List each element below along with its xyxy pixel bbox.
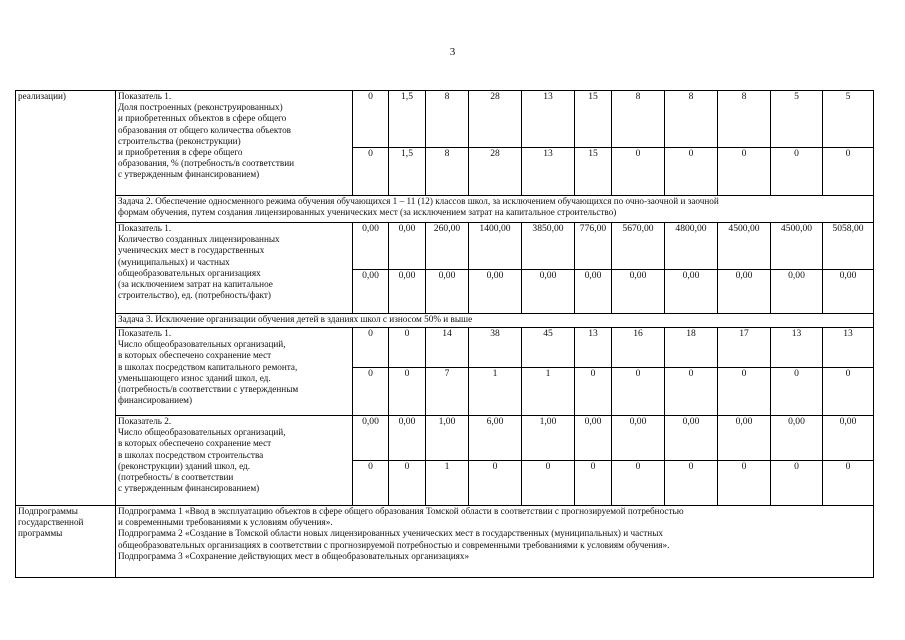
indicator2-line: Количество созданных лицензированных (118, 234, 280, 245)
value-cell: 0,00 (612, 416, 665, 461)
value-cell: 0 (469, 461, 522, 506)
value-cell: 0,00 (575, 270, 612, 314)
indicator1-line: и приобретенных объектов в сфере общего (118, 113, 287, 124)
task2-heading (116, 196, 874, 223)
task2-line: Задача 2. Обеспечение односменного режима обучения обучающихся 1 – 11 (12) классов школ, за исключением обучающихся по очно-заочной и заочной (118, 196, 719, 206)
value-cell: 13 (522, 148, 575, 196)
value-cell: 0 (389, 368, 426, 416)
value-cell: 8 (426, 91, 469, 148)
value-cell: 5 (771, 91, 823, 148)
value-cell: 0,00 (353, 270, 389, 314)
indicator2-line: (муниципальных) и частных (118, 256, 230, 267)
value-cell: 0,00 (469, 270, 522, 314)
program-indicators-table (15, 90, 874, 578)
value-cell: 0,00 (353, 223, 389, 270)
value-cell: 0 (665, 368, 718, 416)
subprograms-label (16, 506, 116, 578)
value-cell: 0,00 (612, 270, 665, 314)
value-cell: 0 (353, 461, 389, 506)
value-cell: 0,00 (353, 416, 389, 461)
indicator3-line: в которых обеспечено сохранение мест (118, 350, 272, 361)
value-cell: 0 (771, 461, 823, 506)
indicator1-line: образования от общего количества объектов (118, 124, 292, 135)
value-cell: 0 (389, 328, 426, 368)
indicator4-line: в которых обеспечено сохранение мест (118, 438, 272, 449)
value-cell: 0 (718, 148, 771, 196)
indicator2-line: общеобразовательных организациях (118, 267, 261, 278)
value-cell: 4500,00 (771, 223, 823, 270)
value-cell: 28 (469, 91, 522, 148)
value-cell: 16 (612, 328, 665, 368)
value-cell: 0 (665, 461, 718, 506)
value-cell: 0 (353, 148, 389, 196)
value-cell: 0 (389, 461, 426, 506)
value-cell: 0,00 (522, 270, 575, 314)
indicator4-line: Показатель 2. (118, 416, 172, 426)
value-cell: 0,00 (718, 270, 771, 314)
page-number: 3 (449, 46, 456, 58)
indicator3-line: (потребность/в соответствии с утвержденным (118, 384, 299, 395)
indicator1-description (116, 91, 353, 196)
value-cell: 0 (771, 148, 823, 196)
subprogram-line: Подпрограмма 1 «Ввод в эксплуатацию объектов в сфере общего образования Томской области в соответствии с прогнозируемой потребностью (118, 506, 684, 516)
task3-row (16, 314, 874, 328)
value-cell: 28 (469, 148, 522, 196)
value-cell: 4500,00 (718, 223, 771, 270)
value-cell: 0 (823, 368, 874, 416)
indicator3-line: финансированием) (118, 395, 193, 406)
value-cell: 0,00 (389, 223, 426, 270)
value-cell: 0 (823, 148, 874, 196)
value-cell: 1,00 (426, 416, 469, 461)
subprograms-label-line: программы (18, 528, 63, 539)
value-cell: 0,00 (575, 416, 612, 461)
value-cell: 1,00 (522, 416, 575, 461)
value-cell: 13 (575, 328, 612, 368)
value-cell: 1,5 (389, 91, 426, 148)
value-cell: 0,00 (823, 270, 874, 314)
indicator4-line: (потребность/ в соответствии (118, 472, 234, 483)
value-cell: 14 (426, 328, 469, 368)
value-cell: 0 (612, 368, 665, 416)
value-cell: 15 (575, 91, 612, 148)
indicator2-row-need (16, 223, 874, 270)
indicator4-line: в школах посредством строительства (118, 449, 264, 460)
indicator3-line: Показатель 1. (118, 328, 172, 338)
value-cell: 13 (522, 91, 575, 148)
subprogram-line: и современными требованиями к условиям обучения». (118, 517, 333, 528)
value-cell: 0,00 (389, 416, 426, 461)
value-cell: 0,00 (665, 270, 718, 314)
subprograms-list (116, 506, 874, 578)
indicator4-line: Число общеобразовательных организаций, (118, 427, 286, 438)
indicator1-line: Показатель 1. (118, 91, 172, 101)
subprogram-line: Подпрограмма 3 «Сохранение действующих мест в общеобразовательных организациях» (118, 550, 470, 561)
value-cell: 0 (718, 461, 771, 506)
task3-heading (116, 314, 874, 328)
value-cell: 0 (718, 368, 771, 416)
value-cell: 13 (771, 328, 823, 368)
value-cell: 0,00 (389, 270, 426, 314)
value-cell: 0 (575, 368, 612, 416)
value-cell: 38 (469, 328, 522, 368)
value-cell: 8 (612, 91, 665, 148)
value-cell: 18 (665, 328, 718, 368)
subprograms-label-line: Подпрограммы (18, 506, 78, 516)
value-cell: 0 (353, 328, 389, 368)
value-cell: 0 (353, 368, 389, 416)
value-cell: 0 (575, 461, 612, 506)
value-cell: 0 (665, 148, 718, 196)
task2-row (16, 196, 874, 223)
value-cell: 0,00 (823, 416, 874, 461)
value-cell: 45 (522, 328, 575, 368)
value-cell: 17 (718, 328, 771, 368)
indicator3-line: в школах посредством капитального ремонта, (118, 361, 298, 372)
subprogram-line: общеобразовательных организациях в соответствии с прогнозируемой потребностью и современными требованиями к условиям обучения». (118, 539, 670, 550)
indicator1-line: с утвержденным финансированием) (118, 169, 260, 180)
indicator1-row-need (16, 91, 874, 148)
value-cell: 0,00 (665, 416, 718, 461)
indicator4-line: (реконструкции) зданий школ, ед. (118, 460, 250, 471)
value-cell: 0 (522, 461, 575, 506)
indicator3-line: уменьшающего износ зданий школ, ед. (118, 372, 271, 383)
indicator3-description (116, 328, 353, 416)
indicator4-row-need (16, 416, 874, 461)
value-cell: 0 (823, 461, 874, 506)
indicator4-line: с утвержденным финансированием) (118, 483, 260, 494)
value-cell: 0,00 (771, 416, 823, 461)
indicator1-line: строительства (реконструкции) (118, 135, 241, 146)
indicator1-line: и приобретения в сфере общего (118, 147, 243, 158)
value-cell: 0,00 (426, 270, 469, 314)
indicator3-line: Число общеобразовательных организаций, (118, 339, 286, 350)
indicator2-line: (за исключением затрат на капитальное (118, 279, 273, 290)
value-cell: 5058,00 (823, 223, 874, 270)
value-cell: 5 (823, 91, 874, 148)
value-cell: 776,00 (575, 223, 612, 270)
value-cell: 0,00 (718, 416, 771, 461)
value-cell: 13 (823, 328, 874, 368)
value-cell: 4800,00 (665, 223, 718, 270)
value-cell: 7 (426, 368, 469, 416)
value-cell: 1400,00 (469, 223, 522, 270)
value-cell: 1 (469, 368, 522, 416)
value-cell: 260,00 (426, 223, 469, 270)
value-cell: 0 (612, 148, 665, 196)
header-cell-text: реализации) (18, 91, 66, 101)
subprograms-label-line: государственной (18, 517, 84, 528)
indicator4-description (116, 416, 353, 506)
value-cell: 1,5 (389, 148, 426, 196)
header-cell (16, 91, 116, 506)
subprogram-line: Подпрограмма 2 «Создание в Томской области новых лицензированных ученических мест в государственных (муниципальных) и частных (118, 528, 663, 539)
task2-line: формам обучения, путем создания лицензированных ученических мест (за исключением затрат на капитальное строительство) (118, 207, 617, 218)
value-cell: 8 (426, 148, 469, 196)
value-cell: 0,00 (771, 270, 823, 314)
indicator1-line: Доля построенных (реконструированных) (118, 102, 283, 113)
value-cell: 3850,00 (522, 223, 575, 270)
value-cell: 1 (426, 461, 469, 506)
value-cell: 0 (771, 368, 823, 416)
task3-line: Задача 3. Исключение организации обучения детей в зданиях школ с износом 50% и выше (118, 314, 473, 324)
indicator1-line: образования, % (потребность/в соответствии (118, 158, 295, 169)
indicator2-description (116, 223, 353, 314)
value-cell: 8 (665, 91, 718, 148)
value-cell: 5670,00 (612, 223, 665, 270)
value-cell: 15 (575, 148, 612, 196)
value-cell: 0 (612, 461, 665, 506)
indicator3-row-need (16, 328, 874, 368)
subprograms-row (16, 506, 874, 578)
value-cell: 0 (353, 91, 389, 148)
indicator2-line: строительство), ед. (потребность/факт) (118, 290, 271, 301)
value-cell: 6,00 (469, 416, 522, 461)
indicator2-line: Показатель 1. (118, 223, 172, 233)
value-cell: 8 (718, 91, 771, 148)
value-cell: 1 (522, 368, 575, 416)
indicator2-line: ученических мест в государственных (118, 245, 265, 256)
